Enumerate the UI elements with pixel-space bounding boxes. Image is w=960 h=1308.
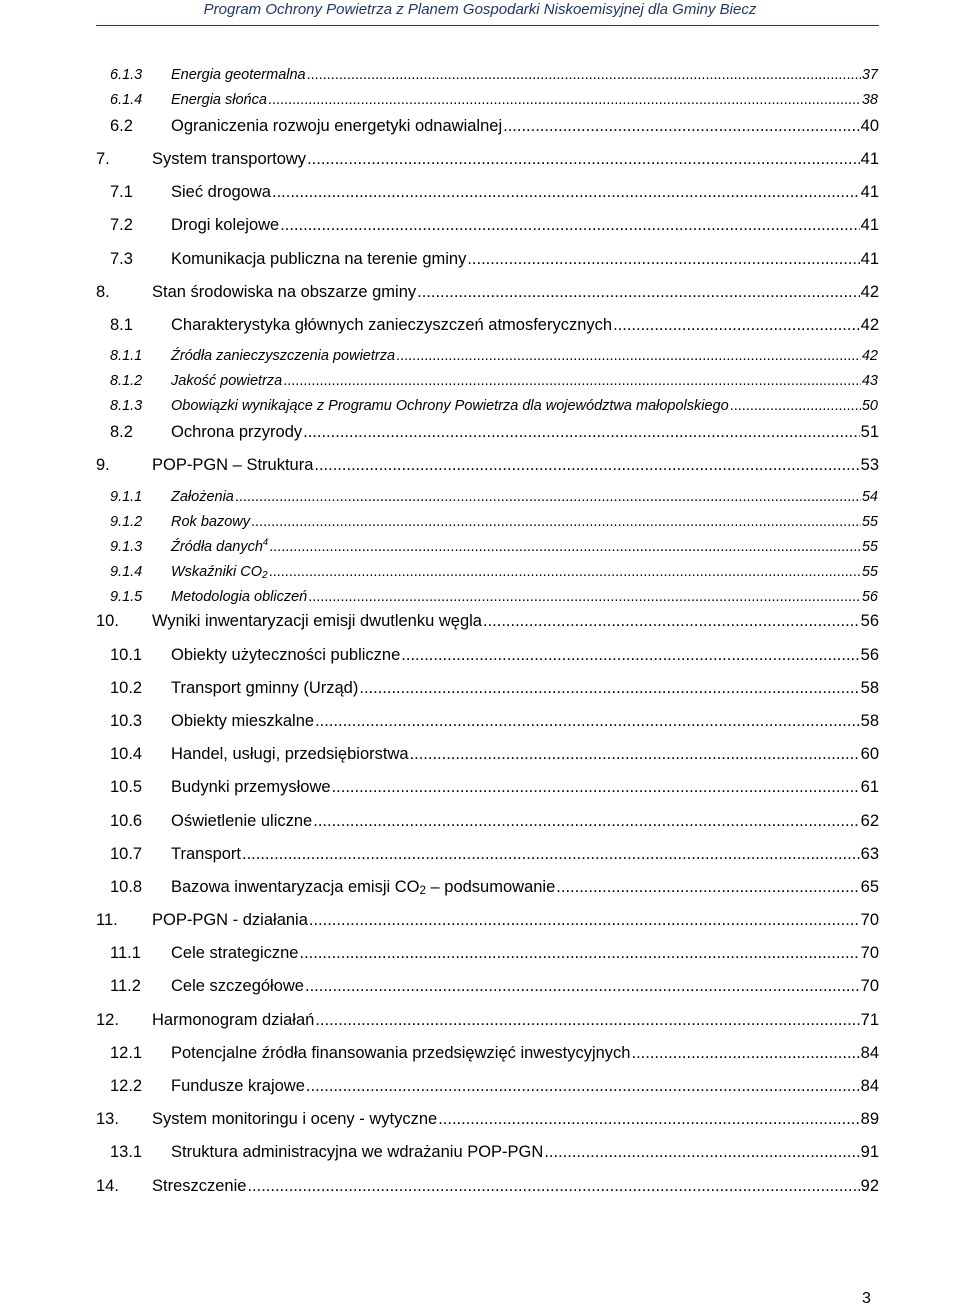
toc-entry-title: System monitoringu i oceny - wytyczne: [152, 1110, 438, 1128]
toc-leader-dots: [730, 398, 861, 414]
toc-entry-title: Oświetlenie uliczne: [171, 812, 313, 830]
toc-leader-dots: [332, 778, 860, 797]
toc-entry-page: 42: [860, 316, 879, 334]
toc-entry-number: 9.1.4: [110, 564, 143, 580]
toc-entry-number: 8.1.2: [110, 373, 143, 389]
toc-entry-title: POP-PGN - działania: [152, 911, 308, 929]
toc-entry-number: 9.1.2: [110, 514, 143, 530]
toc-entry-number: 9.: [96, 456, 110, 474]
toc-entry-title: Ochrona przyrody: [171, 423, 303, 441]
toc-entry-number: 9.1.3: [110, 539, 143, 555]
toc-entry[interactable]: [110, 1044, 879, 1064]
toc-entry[interactable]: [110, 679, 879, 699]
toc-entry-number: 10.2: [110, 679, 143, 697]
toc-entry[interactable]: [96, 1177, 879, 1197]
toc-entry[interactable]: [96, 612, 879, 632]
toc-entry-page: 55: [861, 564, 878, 580]
toc-entry[interactable]: [110, 398, 878, 416]
toc-entry-page: 43: [861, 373, 878, 389]
toc-entry[interactable]: [110, 514, 878, 532]
toc-entry-number: 7.: [96, 150, 110, 168]
toc-entry-number: 12.: [96, 1011, 119, 1029]
toc-entry[interactable]: [96, 1011, 879, 1031]
toc-entry-title: Obiekty mieszkalne: [171, 712, 315, 730]
toc-leader-dots: [314, 456, 859, 475]
toc-entry-title: Komunikacja publiczna na terenie gminy: [171, 250, 467, 268]
toc-entry[interactable]: [110, 977, 879, 997]
toc-entry-number: 6.2: [110, 117, 133, 135]
toc-leader-dots: [613, 316, 860, 335]
toc-entry[interactable]: [96, 150, 879, 170]
toc-entry[interactable]: [96, 1110, 879, 1130]
toc-entry-page: 61: [860, 778, 879, 796]
toc-entry-page: 51: [860, 423, 879, 441]
toc-entry-number: 10.7: [110, 845, 143, 863]
toc-entry-number: 8.2: [110, 423, 133, 441]
toc-entry[interactable]: [96, 456, 879, 476]
toc-entry[interactable]: [110, 250, 879, 270]
toc-entry-page: 63: [860, 845, 879, 863]
toc-entry-title: Handel, usługi, przedsiębiorstwa: [171, 745, 409, 763]
toc-entry[interactable]: [110, 1143, 879, 1163]
toc-entry-page: 41: [860, 250, 879, 268]
toc-entry-number: 11.1: [110, 944, 141, 962]
toc-entry-number: 7.2: [110, 216, 133, 234]
toc-entry-title: Streszczenie: [152, 1177, 247, 1195]
toc-entry-title-text: Źródła danych: [171, 539, 263, 555]
toc-leader-dots: [269, 564, 861, 580]
toc-entry-number: 7.3: [110, 250, 133, 268]
toc-entry-number: 13.: [96, 1110, 119, 1128]
toc-entry[interactable]: [110, 1077, 879, 1097]
toc-entry-title: POP-PGN – Struktura: [152, 456, 314, 474]
toc-leader-dots: [299, 944, 859, 963]
toc-leader-dots: [401, 646, 859, 665]
toc-entry-page: 41: [860, 150, 879, 168]
toc-leader-dots: [315, 1011, 859, 1030]
toc-entry[interactable]: [110, 778, 879, 798]
toc-entry-title: Jakość powietrza: [171, 373, 283, 389]
toc-leader-dots: [544, 1143, 859, 1162]
toc-entry-page: 53: [860, 456, 879, 474]
toc-entry-number: 8.1.1: [110, 348, 143, 364]
toc-leader-dots: [309, 911, 860, 930]
toc-entry[interactable]: [96, 283, 879, 303]
toc-entry[interactable]: [110, 845, 879, 865]
toc-entry-title: Potencjalne źródła finansowania przedsięwzięć inwestycyjnych: [171, 1044, 631, 1062]
toc-leader-dots: [306, 1077, 860, 1096]
toc-entry-number: 14.: [96, 1177, 119, 1195]
toc-entry-number: 6.1.3: [110, 67, 143, 83]
toc-entry-number: 8.1.3: [110, 398, 143, 414]
toc-entry-title: Ograniczenia rozwoju energetyki odnawialnej: [171, 117, 503, 135]
toc-entry-title: Wyniki inwentaryzacji emisji dwutlenku węgla: [152, 612, 482, 630]
toc-entry[interactable]: [110, 944, 879, 964]
toc-entry[interactable]: [110, 646, 879, 666]
toc-entry-title: System transportowy: [152, 150, 307, 168]
toc-leader-dots: [396, 348, 861, 364]
toc-entry-title: Drogi kolejowe: [171, 216, 280, 234]
toc-leader-dots: [556, 878, 859, 897]
toc-entry[interactable]: [110, 878, 879, 898]
toc-entry-number: 10.5: [110, 778, 143, 796]
toc-entry-page: 55: [861, 514, 878, 530]
toc-entry-title: Fundusze krajowe: [171, 1077, 305, 1095]
toc-leader-dots: [268, 92, 861, 108]
toc-entry-title: Rok bazowy: [171, 514, 250, 530]
toc-entry-page: 71: [860, 1011, 879, 1029]
toc-leader-dots: [410, 745, 860, 764]
toc-entry-number: 10.8: [110, 878, 143, 896]
toc-entry-title-suffix: – podsumowanie: [425, 878, 556, 896]
toc-entry-page: 92: [860, 1177, 879, 1195]
toc-entry-title: Budynki przemysłowe: [171, 778, 331, 796]
toc-leader-dots: [467, 250, 859, 269]
toc-entry[interactable]: [110, 67, 878, 85]
toc-entry-page: 70: [860, 944, 879, 962]
toc-entry[interactable]: [110, 373, 878, 391]
toc-entry-title: Charakterystyka głównych zanieczyszczeń atmosferycznych: [171, 316, 613, 334]
footnote-marker[interactable]: 4: [262, 536, 269, 547]
toc-entry-title-text: Bazowa inwentaryzacja emisji CO: [171, 878, 420, 896]
toc-entry-title: Założenia: [171, 489, 234, 505]
toc-leader-dots: [272, 183, 860, 202]
toc-entry-title: Harmonogram działań: [152, 1011, 315, 1029]
toc-leader-dots: [251, 514, 861, 530]
toc-entry[interactable]: [110, 216, 879, 236]
toc-entry-title: [171, 536, 269, 555]
subscript: 2: [419, 885, 426, 897]
toc-entry-page: 38: [861, 92, 878, 108]
toc-leader-dots: [438, 1110, 859, 1129]
toc-leader-dots: [315, 712, 860, 731]
toc-entry-title: Obiekty użyteczności publiczne: [171, 646, 401, 664]
toc-entry-number: 9.1.5: [110, 589, 143, 605]
toc-leader-dots: [632, 1044, 860, 1063]
toc-entry-title: Źródła zanieczyszczenia powietrza: [171, 348, 396, 364]
subscript: 2: [262, 570, 268, 581]
toc-entry-page: 56: [861, 589, 878, 605]
toc-leader-dots: [417, 283, 860, 302]
toc-entry[interactable]: [110, 423, 879, 443]
toc-entry[interactable]: [110, 117, 879, 137]
toc-entry-page: 84: [860, 1044, 879, 1062]
toc-entry-title: Energia geotermalna: [171, 67, 306, 83]
toc-entry-title: Cele szczegółowe: [171, 977, 304, 995]
toc-entry-page: 58: [860, 679, 879, 697]
toc-entry-number: 6.1.4: [110, 92, 143, 108]
toc-entry-page: 42: [861, 348, 878, 364]
toc-entry-number: 10.3: [110, 712, 143, 730]
toc-entry-page: 89: [860, 1110, 879, 1128]
toc-entry-page: 40: [860, 117, 879, 135]
toc-entry-page: 84: [860, 1077, 879, 1095]
toc-entry-number: 10.4: [110, 745, 143, 763]
toc-leader-dots: [235, 489, 861, 505]
toc-leader-dots: [313, 812, 859, 831]
toc-entry-number: 8.1: [110, 316, 133, 334]
toc-leader-dots: [483, 612, 860, 631]
toc-entry-page: 56: [860, 612, 879, 630]
toc-entry-title: Stan środowiska na obszarze gminy: [152, 283, 417, 301]
toc-entry-page: 55: [861, 539, 878, 555]
toc-entry-number: 10.6: [110, 812, 143, 830]
toc-entry-title: [171, 878, 555, 897]
toc-leader-dots: [247, 1177, 859, 1196]
toc-leader-dots: [307, 150, 860, 169]
toc-entry-title: Obowiązki wynikające z Programu Ochrony Powietrza dla województwa małopolskiego: [171, 398, 729, 414]
toc-entry-title: Sieć drogowa: [171, 183, 271, 201]
toc-entry-page: 54: [861, 489, 878, 505]
toc-entry-number: 10.: [96, 612, 119, 630]
toc-entry-page: 58: [860, 712, 879, 730]
toc-leader-dots: [242, 845, 860, 864]
toc-entry[interactable]: [110, 712, 879, 732]
toc-entry-page: 70: [860, 911, 879, 929]
toc-entry-title: Cele strategiczne: [171, 944, 299, 962]
toc-entry[interactable]: [110, 745, 879, 765]
toc-entry-page: 50: [861, 398, 878, 414]
toc-leader-dots: [307, 67, 861, 83]
toc-entry[interactable]: [110, 812, 879, 832]
toc-entry[interactable]: [110, 564, 878, 582]
toc-leader-dots: [303, 423, 860, 442]
toc-entry-title: [171, 564, 268, 580]
toc-entry-number: 11.2: [110, 977, 141, 995]
toc-entry-page: 41: [860, 216, 879, 234]
toc-entry-number: 11.: [96, 911, 118, 929]
toc-leader-dots: [280, 216, 859, 235]
toc-entry-page: 91: [860, 1143, 879, 1161]
toc-entry-number: 12.1: [110, 1044, 143, 1062]
running-header: Program Ochrony Powietrza z Planem Gospodarki Niskoemisyjnej dla Gminy Biecz: [203, 1, 757, 18]
toc-entry[interactable]: [96, 911, 879, 931]
toc-entry-title: Energia słońca: [171, 92, 267, 108]
toc-entry-title: Metodologia obliczeń: [171, 589, 308, 605]
toc-entry-page: 60: [860, 745, 879, 763]
toc-entry-page: 56: [860, 646, 879, 664]
toc-entry[interactable]: [110, 589, 878, 607]
toc-entry[interactable]: [110, 489, 878, 507]
toc-entry[interactable]: [110, 536, 878, 557]
toc-entry[interactable]: [110, 183, 879, 203]
toc-entry-page: 62: [860, 812, 879, 830]
toc-entry-title: Transport gminny (Urząd): [171, 679, 359, 697]
toc-leader-dots: [359, 679, 859, 698]
toc-entry-page: 37: [861, 67, 878, 83]
toc-entry-page: 65: [860, 878, 879, 896]
toc-entry-number: 7.1: [110, 183, 133, 201]
page-number: 3: [862, 1290, 871, 1307]
toc-entry-number: 12.2: [110, 1077, 143, 1095]
toc-entry-page: 42: [860, 283, 879, 301]
toc-leader-dots: [269, 539, 861, 555]
toc-entry-page: 41: [860, 183, 879, 201]
toc-leader-dots: [308, 589, 861, 605]
toc-entry-number: 9.1.1: [110, 489, 143, 505]
toc-entry-title-text: Wskaźniki CO: [171, 564, 263, 580]
toc-entry-title: Struktura administracyjna we wdrażaniu POP-PGN: [171, 1143, 544, 1161]
toc-entry[interactable]: [110, 92, 878, 110]
toc-entry-title: Transport: [171, 845, 241, 863]
toc-leader-dots: [503, 117, 860, 136]
toc-entry-number: 10.1: [110, 646, 143, 664]
toc-entry[interactable]: [110, 316, 879, 336]
toc-entry-number: 13.1: [110, 1143, 143, 1161]
toc-leader-dots: [283, 373, 861, 389]
toc-entry-number: 8.: [96, 283, 110, 301]
toc-entry-page: 70: [860, 977, 879, 995]
toc-entry[interactable]: [110, 348, 878, 366]
toc-leader-dots: [305, 977, 860, 996]
